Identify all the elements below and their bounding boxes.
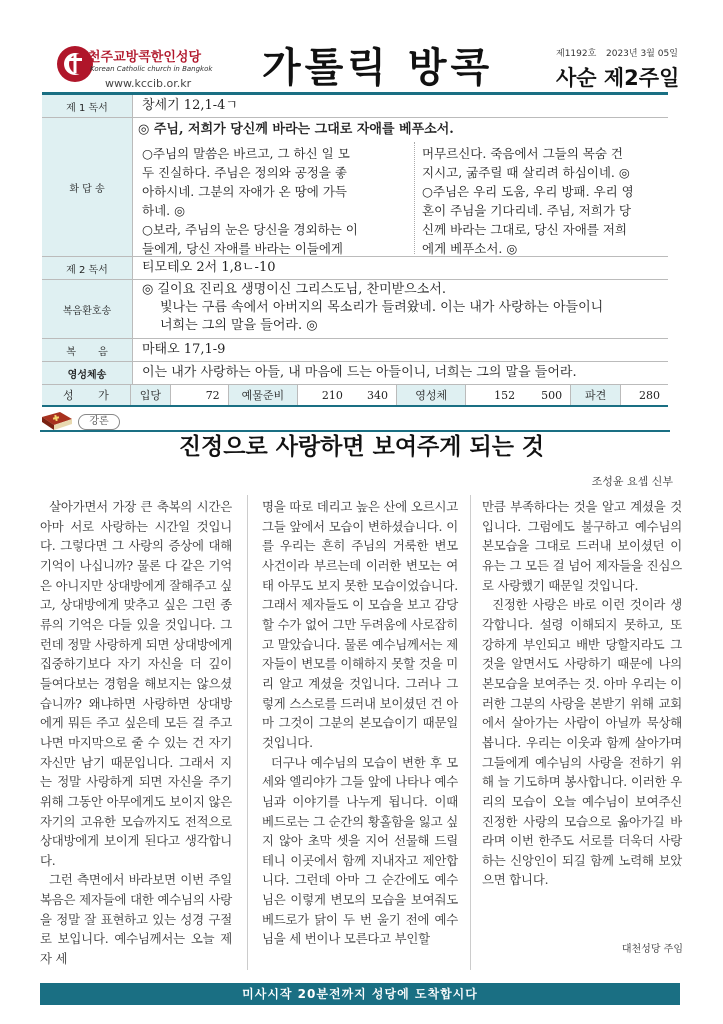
offertory-hymn-1: 210 [321,388,343,402]
psalm-line: ○주님은 우리 도움, 우리 방패. 우리 영 [422,184,634,199]
communion-hymn-1: 152 [494,388,516,402]
church-name-en: Korean Catholic church in Bangkok [90,65,213,73]
psalm-response: ◎ 주님, 저희가 당신께 바라는 그대로 자애를 베푸소서. [138,122,454,137]
communion-hymn-label: 영성체 [397,385,466,405]
gospel-row [42,339,668,362]
gospel-label: 복 음 [42,339,133,361]
acclamation-line: 빛나는 구름 속에서 아버지의 목소리가 들려왔네. 이는 내가 사랑하는 아들이니 [160,300,604,315]
psalm-label: 화 답 송 [42,118,133,256]
gospel-value: 마태오 17,1-9 [142,342,226,357]
sermon-signature: 대천성당 주임 [621,944,683,955]
psalm-line: 들에게, 당신 자애를 바라는 이들에게 [142,241,343,256]
acclamation-line: ◎ 길이요 진리요 생명이신 그리스도님, 찬미받으소서. [142,282,446,297]
psalm-line: 아하시네. 그분의 자애가 온 땅에 가득 [142,184,347,199]
footer-banner: 미사시작 20분전까지 성당에 도착합시다 [40,983,680,1005]
offertory-hymn-2: 340 [351,385,397,405]
psalm-line: 하네. ◎ [142,203,186,218]
church-url[interactable]: www.kccib.or.kr [105,77,192,90]
liturgical-sunday: 사순 제2주일 [556,66,680,90]
gospel-acclamation-label: 복음환호송 [42,280,133,338]
psalm-right-verses [422,144,662,258]
first-reading-label: 제 1 독서 [42,95,133,117]
dismissal-label: 파견 [571,385,621,405]
psalm-divider [414,142,415,254]
psalm-line: ○주님의 말씀은 바르고, 그 하신 일 모 [142,146,350,161]
column-divider [470,495,471,970]
psalm-line: 에게 베푸소서. ◎ [422,241,518,256]
sermon-author: 조성윤 요셉 신부 [591,475,673,488]
gospel-acclamation-row [42,280,668,339]
column-divider [247,495,248,970]
psalm-line: ○보라, 주님의 눈은 당신을 경외하는 이 [142,222,358,237]
psalm-line: 두 진실하다. 주님은 정의와 공정을 좋 [142,165,347,180]
sermon-column-1: 살아가면서 가장 큰 축복의 시간은 아마 서로 사랑하는 시간일 것입니다. 그렇다면 그 사랑의 증상에 대해 기억이 나십니까? 물론 다 같은 기억은 아니지만 상대방에게 잘해주고 싶고, 상대방에게 맞추고 싶은 그런 종류의 기억은 다들 있을 것입니다. 그런데 정말 사랑하게 되면 상대방에게 집중하기보다 자기 자신을 더 깊이 들여다보는 경험을 해보지는 않으셨습니까? 왜냐하면 사랑하면 상대방에게 뭐든 주고 싶은데 모든 걸 주고 나면 마지막으로 줄 수 있는 건 자기 자신만 남기 때문입니다. 그래서 지는 정말 사랑하게 되면 자신을 주기 위해 그동안 아무에게도 보이지 않은 자기의 고유한 모습까지도 전적으로 상대방에게 보이게 된다고 생각합니다. 그런 측면에서 바라보면 이번 주일 복음은 제자들에 대한 예수님의 사랑을 정말 잘 표현하고 있는 성경 구절로 보입니다. 예수님께서는 오늘 제자 세 [40,499,232,967]
communion-hymn-2: 500 [523,385,571,405]
page-title: 가톨릭 방콕 [262,44,494,91]
psalm-line: 신께 바라는 그대로, 당신 자애를 저희 [422,222,627,237]
entrance-hymn: 72 [171,385,229,405]
offertory-label: 예물준비 [229,385,298,405]
acclamation-line: 너희는 그의 말을 들어라. ◎ [160,318,318,333]
communion-row [42,362,668,385]
psalm-left-verses [142,144,432,258]
hymns-label: 성 가 [42,385,131,405]
dismissal-hymn: 280 [639,388,661,402]
communion-label: 영성체송 [42,362,133,384]
second-reading-label: 제 2 독서 [42,257,133,279]
entrance-label: 입당 [131,385,171,405]
second-reading-row [42,257,668,280]
psalm-line: 지시고, 굶주릴 때 살리려 하심이네. ◎ [422,165,630,180]
gospel-acclamation-text [134,280,668,337]
sermon-column-3: 만큼 부족하다는 것을 알고 계셨을 것입니다. 그럼에도 불구하고 예수님의 본모습을 그대로 드러내 보이셨던 이유는 그 모든 걸 넘어 제자들을 진심으로 사랑했기 때문일 것입니다. 진정한 사랑은 바로 이런 것이라 생각합니다. 설령 이해되지 못하고, 또 강하게 부인되고 배반 당할지라도 그것을 알면서도 사랑하기 때문에 나의 본모습을 보여주는 것. 아마 우리는 이러한 그분의 사랑을 본받기 위해 교회에서 살아가는 사람이 아닐까 묵상해 봅니다. 우리는 이웃과 함께 살아가며 그들에게 예수님의 사랑을 전하기 위해 늘 기도하며 봉사합니다. 이러한 우리의 모습이 오늘 예수님이 보여주신 진정한 사랑의 모습으로 옮아가길 바라며 이번 한주도 서로를 더욱더 사랑하는 신앙인이 되길 함께 노력해 보았으면 합니다. [482,499,682,888]
psalm-line: 머무르신다. 죽음에서 그들의 목숨 건 [422,146,623,161]
sermon-tag: 강론 [78,414,120,430]
second-reading-value: 티모테오 2서 1,8ㄴ-10 [142,260,276,275]
sermon-column-2: 명을 따로 데리고 높은 산에 오르시고 그들 앞에서 모습이 변하셨습니다. 이를 우리는 흔히 주님의 거룩한 변모 사건이라 부르는데 이러한 변모는 여태 아무도 보지 못한 모습이었습니다. 그래서 제자들도 이 모습을 보고 감당할 수가 없어 그만 두려움에 사로잡히고 말았습니다. 물론 예수님께서는 제자들이 변모를 이해하지 못할 것을 미리 알고 계셨을 것입니다. 그러나 그렇게 스스로를 드러내 보이셨던 건 아마 그것이 그분의 본모습이기 때문일 것입니다. 더구나 예수님의 모습이 변한 후 모세와 엘리야가 그들 앞에 나타나 예수님과 이야기를 나누게 됩니다. 이때 베드로는 그 순간의 황홀함을 잃고 싶지 않아 초막 셋을 지어 선물해 드릴 테니 이곳에서 함께 지내자고 제안합니다. 그런데 아마 그 순간에도 예수님은 이렇게 변모의 모습을 보여줘도 베드로가 닭이 두 번 울기 전에 예수님을 세 번이나 모른다고 부인할 [262,499,458,947]
communion-value: 이는 내가 사랑하는 아들, 내 마음에 드는 아들이니, 너희는 그의 말을 들어라. [142,365,577,380]
first-reading-value: 창세기 12,1-4ㄱ [142,98,238,113]
issue-date: 2023년 3월 05일 [606,49,678,59]
church-name: 천주교방콕한인성당 [88,50,202,65]
readings-table [42,92,668,407]
issue-number: 제1192호 [556,49,597,59]
psalm-row [42,118,668,257]
first-reading-row [42,95,668,118]
psalm-line: 혼이 주님을 기다리네. 주님, 저희가 당 [422,203,631,218]
sermon-title: 진정으로 사랑하면 보여주게 되는 것 [178,434,545,460]
hymns-row [42,385,668,405]
